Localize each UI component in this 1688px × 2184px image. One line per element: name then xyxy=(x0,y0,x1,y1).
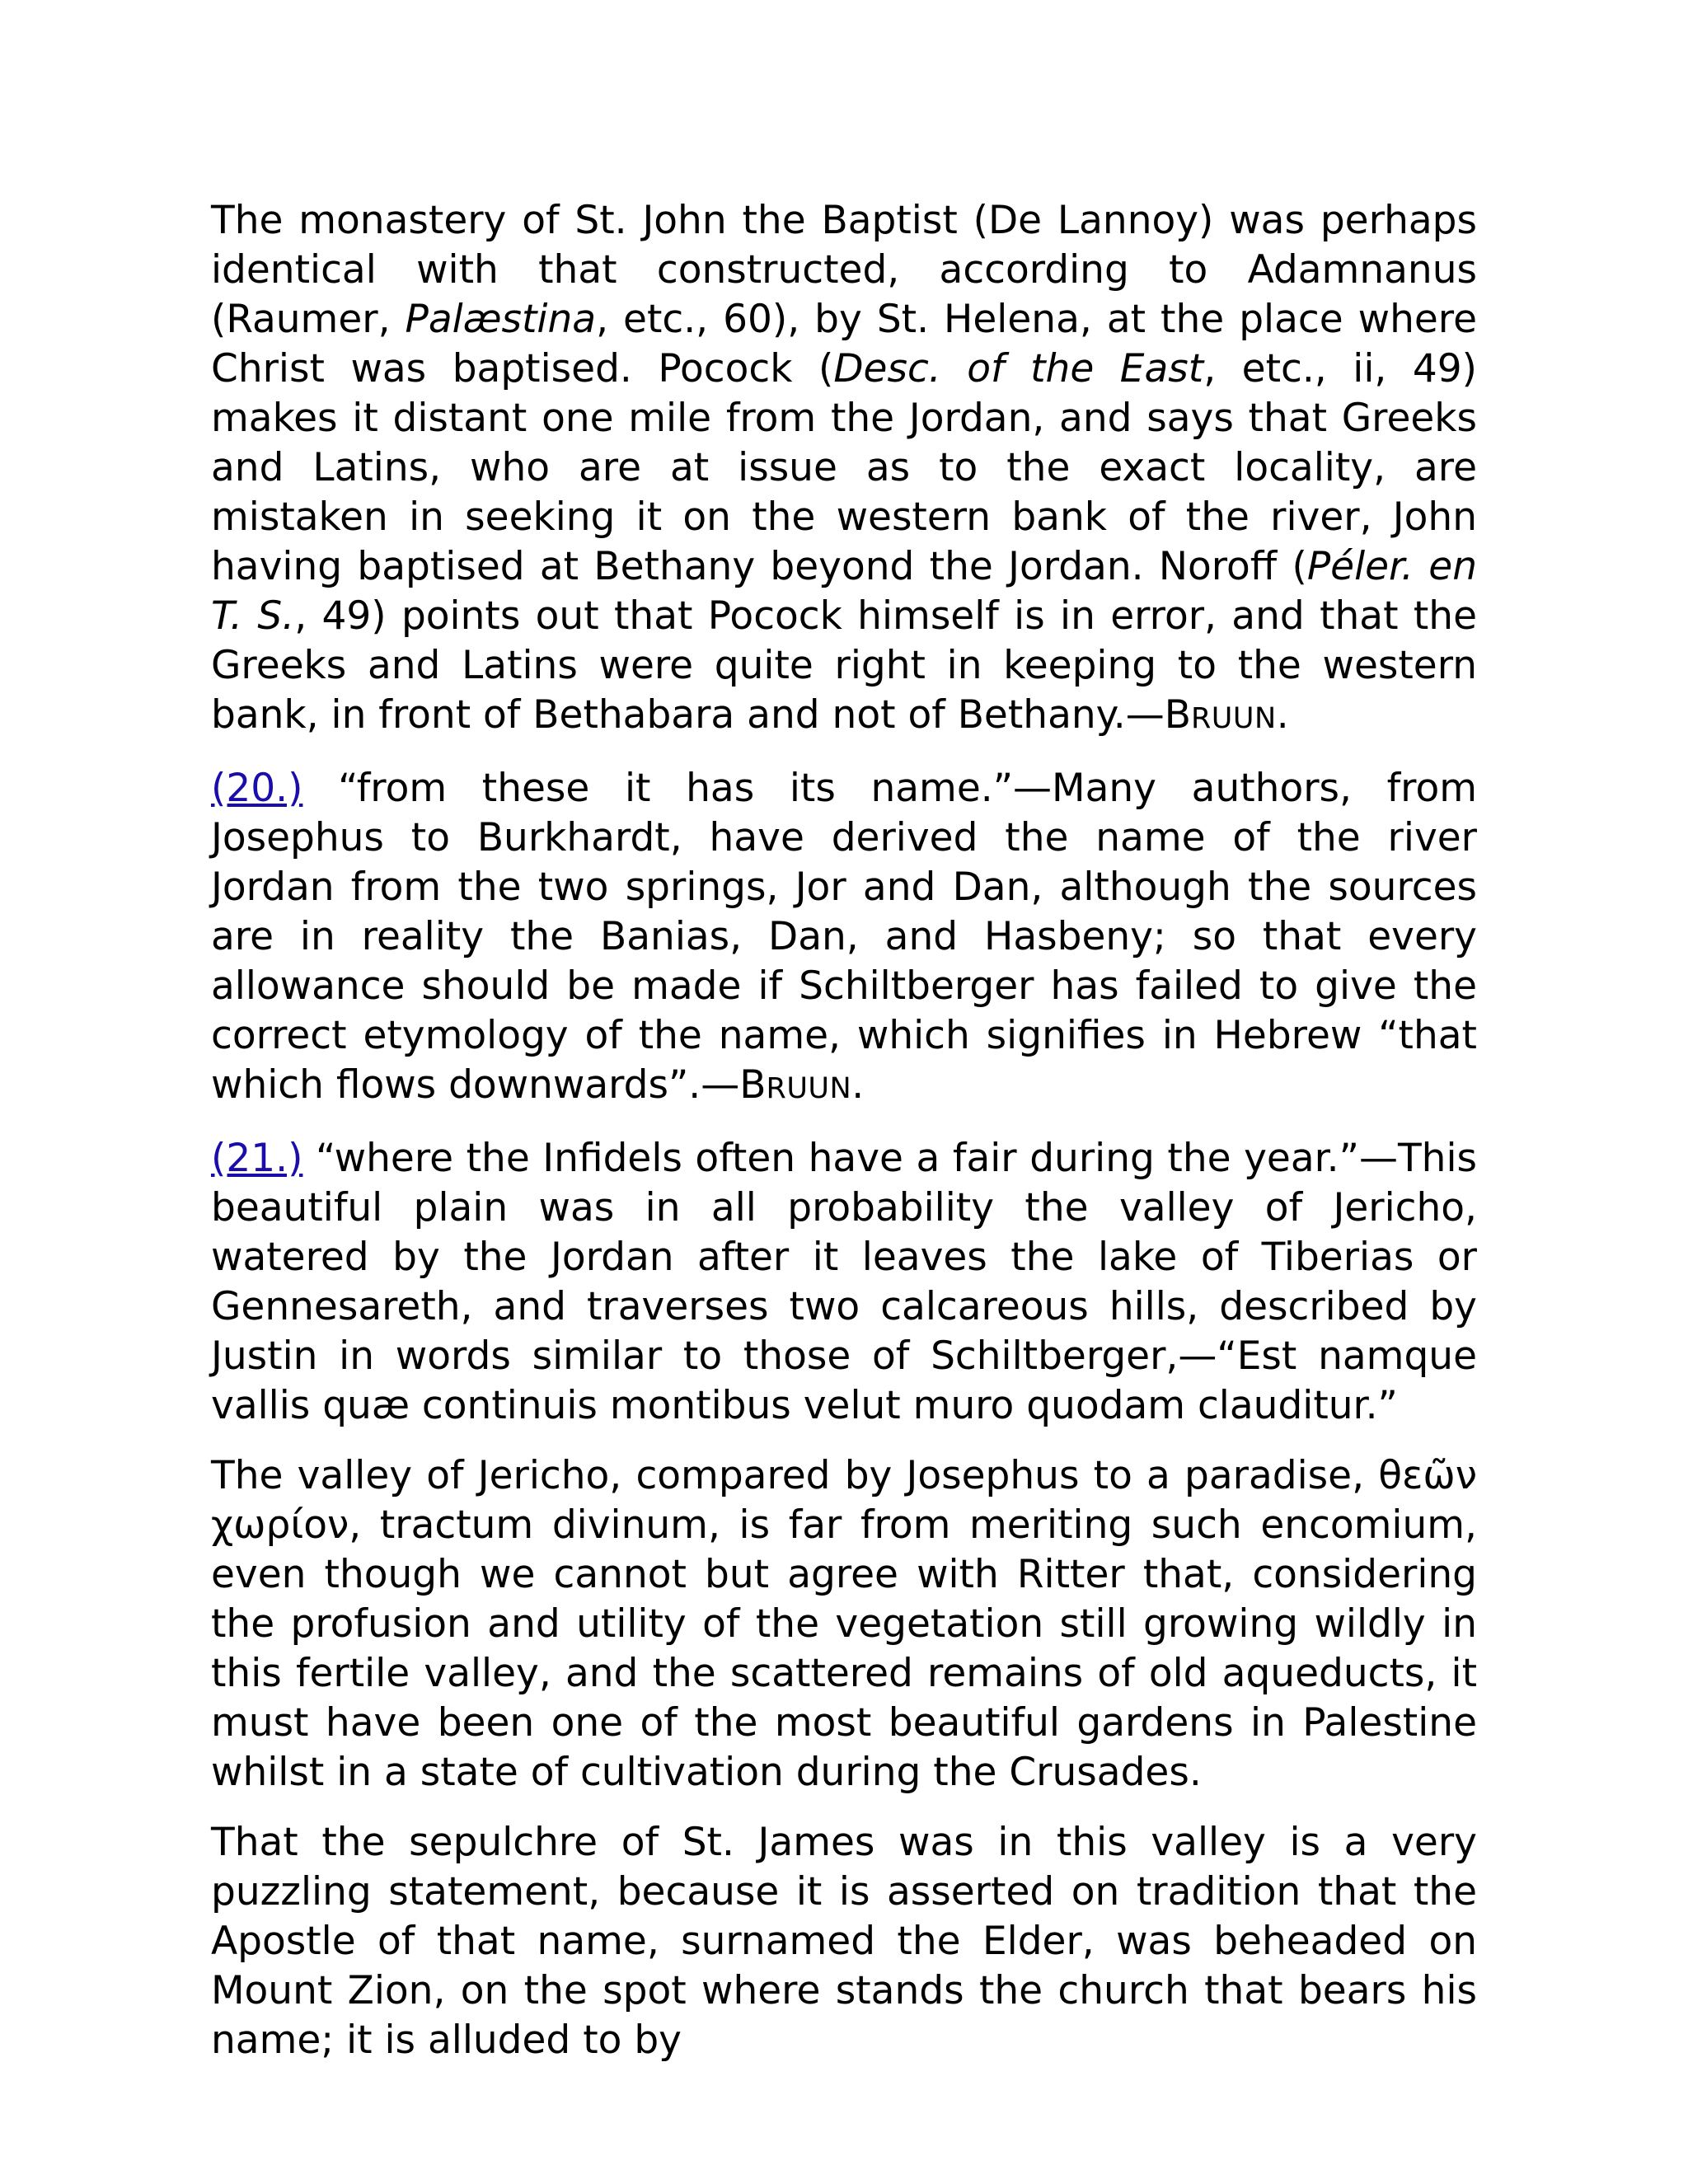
paragraph-monastery: The monastery of St. John the Baptist (De Lannoy) was perhaps identical with that constructed, according to Adamnanus (Raumer, Palæstina, etc., 60), by St. Helena, at the place where Christ was baptised. Pocock (Desc. of the East, etc., ii, 49) makes it distant one mile from the Jordan, and says that Greeks and Latins, who are at issue as to the exact locality, are mistaken in seeking it on the western bank of the river, John having baptised at Bethany beyond the Jordan. Noroff (Péler. en T. S., 49) points out that Pocock himself is in error, and that the Greeks and Latins were quite right in keeping to the western bank, in front of Bethabara and not of Bethany.—BRUUN. xyxy=(211,198,1478,738)
note-text: “from these it has its name.”—Many authors, from Josephus to Burkhardt, have derived the name of the river Jordan from the two springs, Jor and Dan, although the sources are in reality the Banias, Dan, and Hasbeny; so that every allowance should be made if Schiltberger has failed to give the correct etymology of the name, which signifies in Hebrew “that which flows downwards”.— xyxy=(211,766,1477,1108)
paragraph-text: The valley of Jericho, compared by Josephus to a paradise, θεῶν χωρίον, tractum divinum, is far from meriting such encomium, even though we cannot but agree with Ritter that, considering the profusion and utility of the vegetation still growing wildly in this fertile valley, and the scattered remains of old aqueducts, it must have been one of the most beautiful gardens in Palestine whilst in a state of cultivation during the Crusades. xyxy=(211,1453,1477,1795)
paragraph-text: The monastery of St. John the Baptist (De Lannoy) was perhaps identical with that constructed, according to Adamnanus (Raumer, xyxy=(211,198,1477,342)
note-text: “where the Infidels often have a fair during the year.”—This beautiful plain was in all probability the valley of Jericho, watered by the Jordan after it leaves the lake of Tiberias or Gennesareth, and traverses two calcareous hills, described by Justin in words similar to those of Schiltberger,—“Est namque vallis quæ continuis montibus velut muro quodam clauditur.” xyxy=(211,1136,1477,1428)
paragraph-valley-jericho xyxy=(211,1451,1477,1797)
author-signature: BRUUN xyxy=(739,1062,852,1108)
italic-title-desc-east: Desc. of the East xyxy=(833,346,1204,391)
italic-title-palaestina: Palæstina xyxy=(405,297,597,342)
paragraph-sepulchre-st-james xyxy=(211,1818,1477,2065)
paragraph-text: , 49) points out that Pocock himself is in error, and that the Greeks and Latins were quite right in keeping to the western bank, in front of Bethabara and not of Bethany.— xyxy=(211,593,1477,738)
note-21 xyxy=(211,1134,1477,1431)
note-20: (20.) “from these it has its name.”—Many authors, from Josephus to Burkhardt, have derived the name of the river Jordan from the two springs, Jor and Dan, although the sources are in reality the Banias, Dan, and Hasbeny; so that every allowance should be made if Schiltberger has failed to give the correct etymology of the name, which signifies in Hebrew “that which flows downwards”.—BRUUN. xyxy=(211,766,1477,1108)
italic-title-peler: Péler. en T. S. xyxy=(211,544,1477,639)
author-signature: BRUUN xyxy=(1164,692,1277,738)
paragraph-text: That the sepulchre of St. James was in this valley is a very puzzling statement, because it is asserted on tradition that the Apostle of that name, surnamed the Elder, was beheaded on Mount Zion, on the spot where stands the church that bears his name; it is alluded to by xyxy=(211,1820,1477,2063)
paragraph-text: , etc., ii, 49) makes it distant one mile from the Jordan, and says that Greeks and Latins, who are at issue as to the exact locality, are mistaken in seeking it on the western bank of the river, John having baptised at Bethany beyond the Jordan. Noroff ( xyxy=(211,346,1478,589)
document-page xyxy=(211,196,1477,2086)
note-link-21[interactable]: (21.) xyxy=(211,1136,303,1181)
paragraph-text: , etc., 60), by St. Helena, at the place where Christ was baptised. Pocock ( xyxy=(211,297,1478,391)
note-link-20[interactable]: (20.) xyxy=(211,766,303,811)
